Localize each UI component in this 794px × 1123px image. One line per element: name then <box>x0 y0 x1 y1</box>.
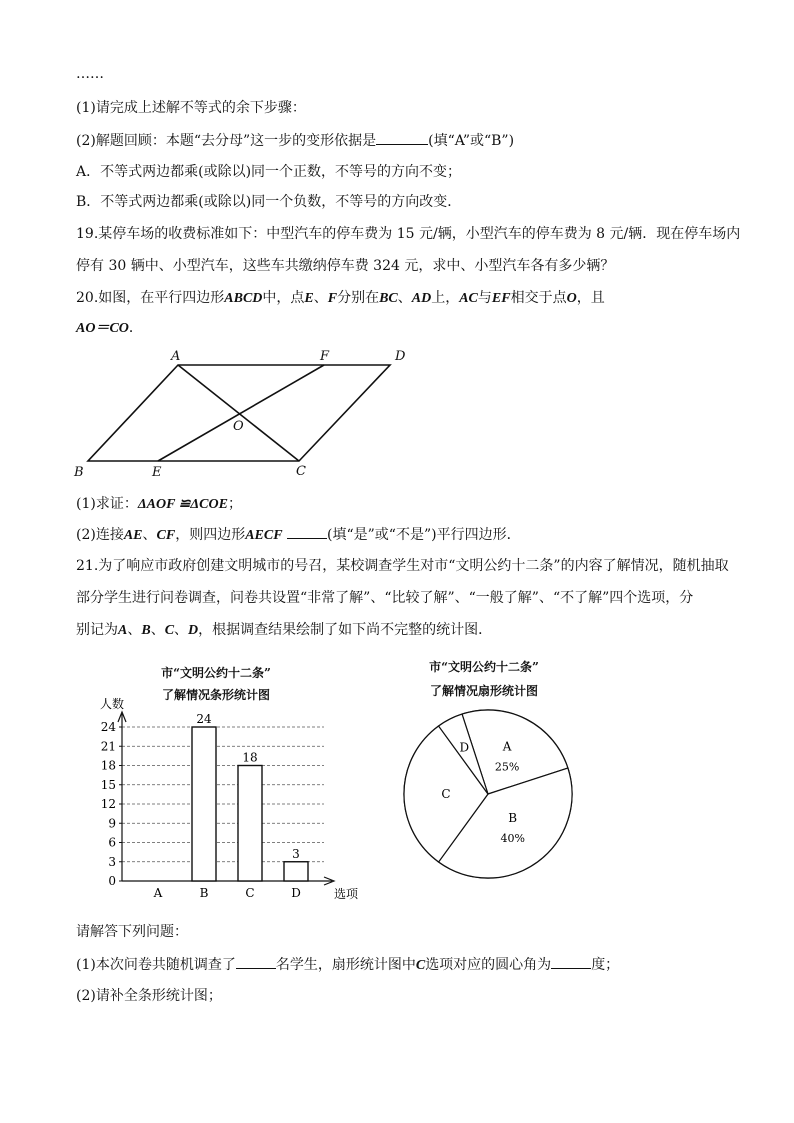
bar-chart-ytick-label: 12 <box>100 797 116 811</box>
q20-math-f: F <box>327 291 338 306</box>
label-d: D <box>395 349 406 364</box>
q21-sep: 、 <box>127 622 142 638</box>
pie-chart-subtitle: 了解情况扇形统计图 <box>429 684 538 698</box>
q20-sep: 、 <box>142 527 157 543</box>
q20-math-abcd: ABCD <box>224 291 263 306</box>
q20-math-cf: CF <box>156 528 176 543</box>
q18-option-a: A．不等式两边都乘(或除以)同一个正数，不等号的方向不变； <box>76 164 462 180</box>
q20-math-aecf: AECF <box>245 528 283 543</box>
q18-part2-hint: (填“A”或“B”) <box>428 133 515 149</box>
pie-chart <box>396 700 586 890</box>
label-c: C <box>296 464 306 479</box>
q21-part1 <box>76 954 619 976</box>
bar-chart-ytick-label: 6 <box>108 835 116 850</box>
bar-chart-ytick-label: 3 <box>108 854 116 869</box>
pie-chart-slice-label: D <box>459 740 470 755</box>
bar-chart <box>76 692 376 907</box>
bar-chart-title: 市“文明公约十二条” <box>161 666 271 680</box>
ellipsis: …… <box>76 66 104 82</box>
q21-math-c: C <box>164 623 175 638</box>
q20-part2 <box>76 524 521 546</box>
q20-math-ef: EF <box>491 291 511 306</box>
bar-chart-ylabel: 人数 <box>100 697 125 711</box>
bar-chart-ytick-label: 18 <box>100 758 116 773</box>
bar-chart-bar <box>192 727 216 881</box>
q20-condition <box>76 318 143 339</box>
q18-part2-text: (2)解题回顾：本题“去分母”这一步的变形依据是 <box>76 133 377 149</box>
q18-answer-blank[interactable] <box>376 130 428 145</box>
pie-chart-title: 市“文明公约十二条” <box>429 660 539 674</box>
q21-sep: 、 <box>174 622 189 638</box>
q20-condition-end: ． <box>128 320 143 336</box>
q20-part1-text: (1)求证： <box>76 496 138 512</box>
q20-math-e: E <box>304 291 314 306</box>
q21-part1-text: 选项对应的圆心角为 <box>425 957 552 973</box>
q21-part1-text: 名学生，扇形统计图中 <box>275 957 416 973</box>
q18-part1: (1)请完成上述解不等式的余下步骤： <box>76 100 306 116</box>
q21-sep: 、 <box>150 622 165 638</box>
q20-answer-blank[interactable] <box>287 524 327 539</box>
q21-ask: 请解答下列问题： <box>76 924 188 940</box>
bar-chart-data-label: 24 <box>196 712 212 726</box>
q20-text: ，且 <box>576 290 605 306</box>
q21-blank-angle[interactable] <box>551 954 591 969</box>
segment-ac <box>178 365 299 461</box>
q21-blank-count[interactable] <box>236 954 276 969</box>
bar-chart-subtitle: 了解情况条形统计图 <box>161 688 270 702</box>
bar-chart-ytick-label: 21 <box>100 739 116 754</box>
bar-chart-data-label: 3 <box>292 846 300 861</box>
bar-chart-ytick-label: 0 <box>108 874 116 888</box>
pie-chart-slice-label: C <box>441 787 451 801</box>
q21-part1-text: (1)本次问卷共随机调查了 <box>76 957 236 973</box>
q21-math-d: D <box>188 623 199 638</box>
q20-text: 相交于点 <box>510 290 567 306</box>
q21-part1-end: 度； <box>591 957 620 973</box>
bar-chart-xtick-label: D <box>291 886 301 900</box>
label-e: E <box>152 465 162 480</box>
q20-part2-text: ，则四边形 <box>175 527 246 543</box>
q20-line1 <box>76 288 605 309</box>
bar-chart-data-label: 18 <box>242 750 258 765</box>
q21-part2: (2)请补全条形统计图； <box>76 988 222 1004</box>
q20-math-ad: AD <box>411 291 432 306</box>
label-b: B <box>74 465 84 480</box>
q20-sep: 、 <box>313 290 328 306</box>
bar-chart-ytick-label: 24 <box>100 720 116 734</box>
bar-chart-bar <box>238 766 262 882</box>
bar-chart-xtick-label: C <box>245 886 255 900</box>
q19-line2: 停有 30 辆中、小型汽车，这些车共缴纳停车费 324 元，求中、小型汽车各有多少辆？ <box>76 258 615 274</box>
q20-text: 上， <box>431 290 460 306</box>
q21-text: ，根据调查结果绘制了如下尚不完整的统计图． <box>198 622 493 638</box>
q20-text: 分别在 <box>337 290 380 306</box>
q18-part2 <box>76 130 514 151</box>
q18-option-b: B．不等式两边都乘(或除以)同一个负数，不等号的方向改变． <box>76 194 462 210</box>
bar-chart-bar <box>284 862 308 881</box>
q20-part1 <box>76 494 242 515</box>
label-f: F <box>320 349 330 364</box>
q20-part1-end: ； <box>227 496 242 512</box>
label-a: A <box>171 349 181 364</box>
q21-math-b: B <box>141 623 151 638</box>
bar-chart-xtick-label: A <box>153 886 163 900</box>
bar-chart-ytick-label: 15 <box>100 777 116 792</box>
label-o: O <box>233 419 244 434</box>
q20-part2-hint: (填“是”或“不是”)平行四边形． <box>327 527 521 543</box>
bar-chart-xtick-label: B <box>199 886 209 900</box>
q20-part1-math: ΔAOF ≌ΔCOE <box>137 497 228 512</box>
pie-chart-slice-percent: 25% <box>494 760 520 774</box>
q20-math-o: O <box>566 291 577 306</box>
q21-line2: 部分学生进行问卷调查，问卷共设置“非常了解”、“比较了解”、“一般了解”、“不了解”四个选项，分 <box>76 590 694 606</box>
bar-chart-ytick-label: 9 <box>108 816 116 831</box>
q20-math-ae: AE <box>123 528 143 543</box>
q21-text: 别记为 <box>76 622 118 638</box>
q20-text: 与 <box>477 290 492 306</box>
q21-line1: 21.为了响应市政府创建文明城市的号召，某校调查学生对市“文明公约十二条”的内容了解情况，随机抽取 <box>76 558 729 574</box>
q21-part1-math-c: C <box>415 958 426 973</box>
q21-math-a: A <box>118 623 128 638</box>
q20-condition-math: AO＝CO <box>76 321 129 336</box>
q20-text: 20.如图，在平行四边形 <box>76 290 225 306</box>
segment-ef <box>158 365 324 461</box>
q20-math-bc: BC <box>379 291 398 306</box>
q20-math-ac: AC <box>459 291 478 306</box>
pie-chart-slice-label: A <box>502 739 512 754</box>
q19-line1: 19.某停车场的收费标准如下：中型汽车的停车费为 15 元/辆，小型汽车的停车费为 8 元/辆．现在停车场内 <box>76 226 741 242</box>
q20-part2-text: (2)连接 <box>76 527 124 543</box>
bar-chart-xlabel: 选项 <box>334 887 359 901</box>
q21-line3 <box>76 620 492 641</box>
pie-chart-slice-percent: 40% <box>500 831 525 845</box>
parallelogram-figure <box>70 344 420 484</box>
pie-chart-slice-label: B <box>508 810 518 825</box>
q20-text: 中，点 <box>262 290 305 306</box>
q20-sep: 、 <box>397 290 412 306</box>
